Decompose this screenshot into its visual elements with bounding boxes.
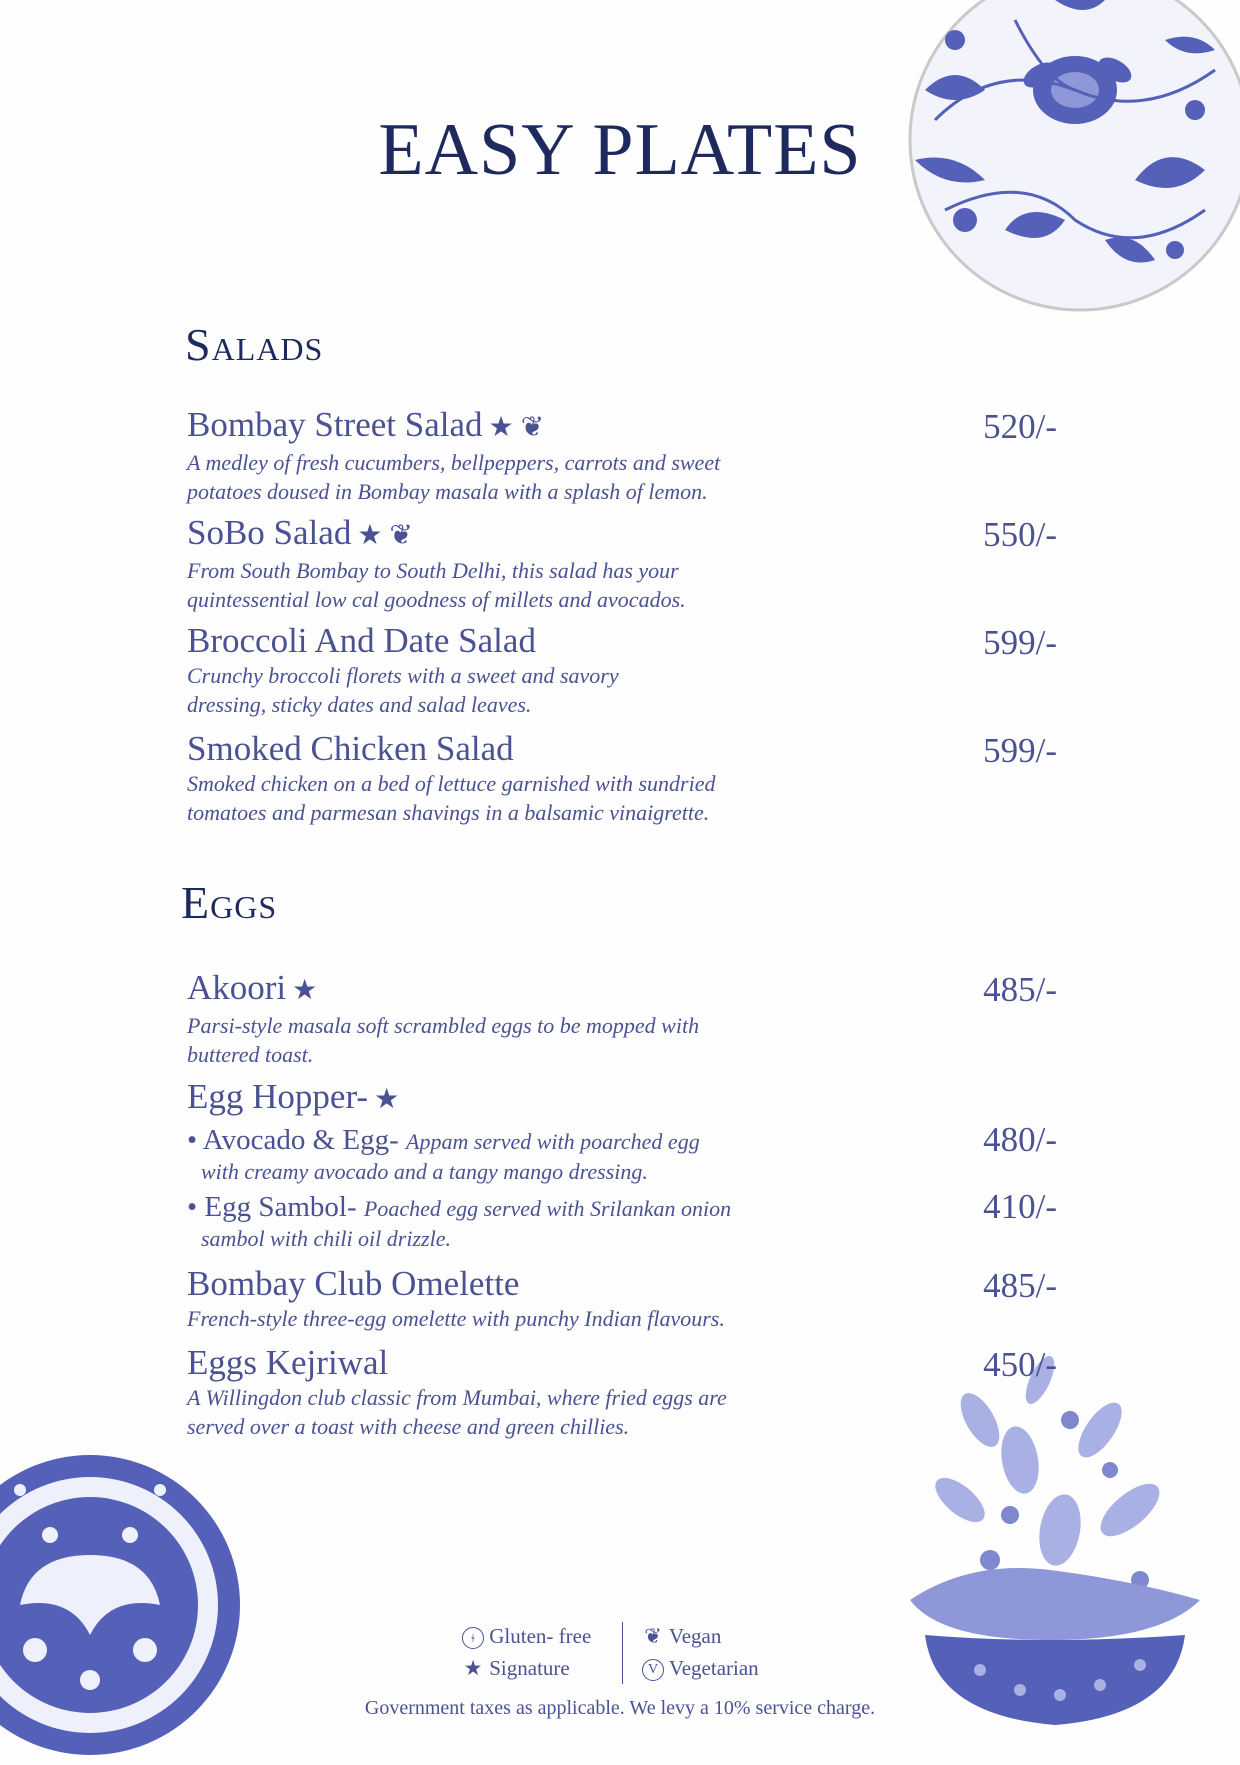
- vegetarian-icon: V: [642, 1659, 664, 1681]
- item-price: 485/-: [983, 1266, 1057, 1305]
- sub-item: [187, 1191, 747, 1253]
- signature-icon: ★: [374, 1084, 400, 1115]
- item-price: 410/-: [983, 1187, 1057, 1226]
- legend-signature: Signature: [489, 1656, 570, 1680]
- item-name: Egg Hopper-: [187, 1077, 369, 1116]
- item-name: SoBo Salad: [187, 513, 352, 552]
- item-name: Broccoli And Date Salad: [187, 621, 536, 660]
- item-description: served over a toast with cheese and green chillies.: [187, 1414, 630, 1439]
- menu-item: [187, 1264, 1057, 1333]
- item-description: buttered toast.: [187, 1042, 314, 1067]
- item-price: 599/-: [983, 731, 1057, 770]
- signature-vegan-icons: ★ ❦: [357, 520, 413, 551]
- legend-vegetarian: Vegetarian: [668, 1656, 759, 1680]
- legend-divider: [622, 1622, 623, 1684]
- gluten-free-icon: ǂ: [462, 1627, 484, 1649]
- signature-vegan-icons: ★ ❦: [488, 412, 545, 443]
- sub-item-description: sambol with chili oil drizzle.: [201, 1226, 451, 1251]
- legend-gluten-free: Gluten- free: [489, 1624, 592, 1648]
- section-heading-eggs: Eggs: [181, 877, 278, 928]
- leaf-icon: ❦: [644, 1624, 662, 1648]
- sub-item-name: • Egg Sambol-: [187, 1191, 357, 1223]
- sub-item: [187, 1124, 747, 1186]
- menu-item: [187, 621, 1057, 719]
- menu-item: [187, 513, 1057, 614]
- item-description: potatoes doused in Bombay masala with a splash of lemon.: [187, 479, 708, 504]
- dietary-legend: [462, 1620, 782, 1684]
- item-name: Eggs Kejriwal: [187, 1343, 389, 1382]
- page-title: EASY PLATES: [378, 109, 862, 191]
- sub-item-description: Appam served with poarched egg: [406, 1129, 700, 1154]
- menu-item: [187, 405, 1057, 506]
- tax-note: Government taxes as applicable. We levy a 10% service charge.: [364, 1697, 876, 1719]
- item-price: 480/-: [983, 1120, 1057, 1159]
- item-description: Crunchy broccoli florets with a sweet and savory: [187, 663, 619, 688]
- menu-item: [187, 1343, 1057, 1441]
- item-name: Bombay Club Omelette: [187, 1264, 520, 1303]
- section-heading-salads: Salads: [185, 319, 324, 370]
- menu-item: [187, 968, 1057, 1069]
- menu-item: [187, 1077, 1057, 1120]
- item-description: Smoked chicken on a bed of lettuce garnished with sundried: [187, 771, 716, 796]
- menu-item: [187, 729, 1057, 827]
- item-name: Akoori: [187, 968, 287, 1007]
- item-description: A medley of fresh cucumbers, bellpeppers, carrots and sweet: [187, 450, 721, 475]
- star-icon: ★: [463, 1656, 483, 1680]
- sub-item-name: • Avocado & Egg-: [187, 1124, 399, 1156]
- legend-vegan: Vegan: [668, 1624, 722, 1648]
- item-description: dressing, sticky dates and salad leaves.: [187, 692, 532, 717]
- item-description: A Willingdon club classic from Mumbai, where fried eggs are: [187, 1385, 727, 1410]
- item-description: Parsi-style masala soft scrambled eggs to be mopped with: [187, 1013, 700, 1038]
- signature-icon: ★: [292, 975, 318, 1006]
- item-name: Smoked Chicken Salad: [187, 729, 514, 768]
- item-name: Bombay Street Salad: [187, 405, 483, 444]
- sub-item-description: with creamy avocado and a tangy mango dressing.: [201, 1159, 648, 1184]
- item-price: 450/-: [983, 1345, 1057, 1384]
- item-description: tomatoes and parmesan shavings in a balsamic vinaigrette.: [187, 800, 710, 825]
- item-price: 485/-: [983, 970, 1057, 1009]
- item-description: quintessential low cal goodness of millets and avocados.: [187, 587, 686, 612]
- item-description: French-style three-egg omelette with punchy Indian flavours.: [187, 1306, 725, 1331]
- item-price: 520/-: [983, 407, 1057, 446]
- item-price: 550/-: [983, 515, 1057, 554]
- item-price: 599/-: [983, 623, 1057, 662]
- item-description: From South Bombay to South Delhi, this salad has your: [187, 558, 679, 583]
- sub-item-description: Poached egg served with Srilankan onion: [363, 1196, 732, 1221]
